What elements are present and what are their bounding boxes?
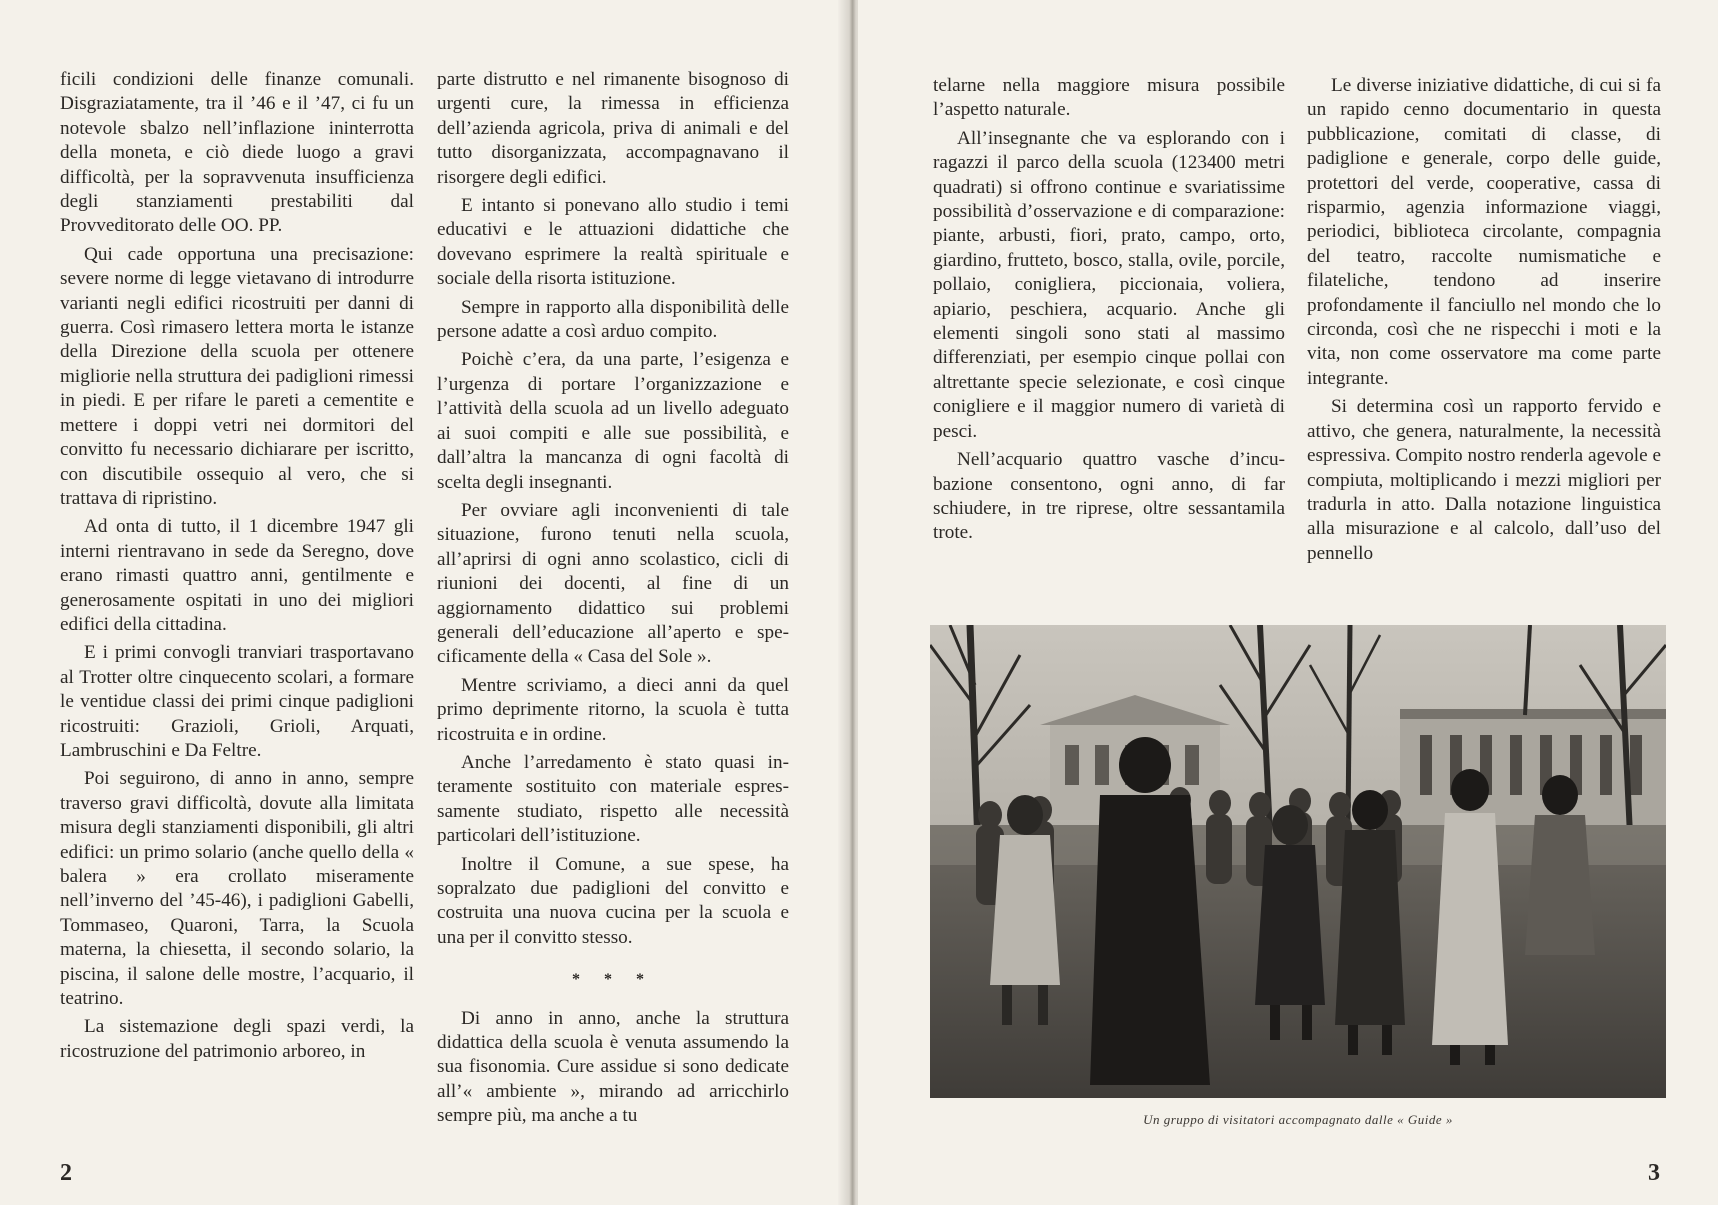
- paragraph: Nell’acquario quattro vasche d’incubazione consentono, ogni anno, di far schiudere, in tre riprese, oltre sessantamila trote.: [933, 449, 1285, 544]
- paragraph: La sistemazione degli spazi verdi, la ricostruzione del patrimonio arboreo, in: [60, 1016, 414, 1062]
- paragraph: Ad onta di tutto, il 1 dicembre 1947 gli interni rientravano in sede da Seregno, dove erano rimasti quattro anni, gentilmente e generosamente ospitati in uno dei migliori edifici della cittadina.: [60, 516, 414, 635]
- paragraph: telarne nella maggiore misura possibile l’aspetto naturale.: [933, 75, 1285, 121]
- left-page-column-2: [437, 68, 789, 1129]
- paragraph: E i primi convogli tranviari trasportavano al Trotter oltre cinquecento scolari, a formare le ventidue classi dei primi cinque padiglioni ricostruiti: Grazioli, Grioli, Arquati, Lambruschini e Da Feltre.: [60, 642, 414, 761]
- photo-illustration: [930, 625, 1666, 1098]
- paragraph: E intanto si ponevano allo studio i temi educativi e le attuazioni didattiche che dovevano esprimere la realtà spirituale e sociale della risorta istituzione.: [437, 195, 789, 290]
- paragraph: Mentre scriviamo, a dieci anni da quel primo deprimente ritorno, la scuola è tutta ricostruita e in ordine.: [437, 674, 789, 745]
- paragraph: Inoltre il Comune, a sue spese, ha sopralzato due padiglioni del convitto e costruita una nuova cucina per la scuola e una per il convitto stesso.: [437, 853, 789, 948]
- paragraph: All’insegnante che va esplorando con i ragazzi il parco della scuola (123400 metri quadrati) si offrono continue e svariatissime possibilità d’osservazione e di comparazione: piante, arbusti, fiori, prato, campo, orto, giardino, frutteto, bosco, stalla, ovile, porcile, pollaio, conigliera, piccionaia, voliera, apiario, peschiera, acquario. Anche gli elementi singoli sono stati al massimo differenziati, per esempio cinque pollai con altrettante specie selezionate, e così cinque conigliere e il maggior numero di varietà di pesci.: [933, 127, 1285, 442]
- right-page-column-2: [1307, 74, 1661, 566]
- left-page: [0, 0, 850, 1205]
- page-number-right: 3: [1648, 1160, 1660, 1186]
- paragraph: parte distrutto e nel rimanente bisognoso di urgenti cure, la rimessa in efficienza dell’azienda agricola, priva di animali e del tutto disorganizzata, accompagnavano il risorgere degli edifici.: [437, 69, 789, 188]
- paragraph: Poi seguirono, di anno in anno, sempre traverso gravi difficoltà, dovute alla limitata misura degli stanziamenti disponibili, gli altri edifici: un primo solario (anche quello della « balera » era crollato miseramente nell’inverno del ’45-46), i padiglioni Gabelli, Tommaseo, Quaroni, Tarra, la Scuola materna, la chiesetta, il secondo solario, la piscina, il salone delle mostre, l’acquario, il teatrino.: [60, 768, 414, 1010]
- visitors-photograph: [930, 625, 1666, 1098]
- paragraph: Si determina così un rapporto fervido e attivo, che genera, naturalmente, la necessità espressiva. Compito nostro renderla agevole e compiuta, moltiplicando i mezzi migliori per tradurla in atto. Dalla notazione linguistica alla misurazione e al calcolo, dall’uso del pennello: [1307, 396, 1661, 564]
- paragraph: Di anno in anno, anche la struttura didattica della scuola è venuta assumendo la sua fisonomia. Cure assidue si sono dedicate all’« ambiente », mirando ad arricchirlo sempre più, ma anche a tu: [437, 1007, 789, 1127]
- paragraph: Qui cade opportuna una precisazione: severe norme di legge vietavano di introdurre varianti negli edifici ricostruiti per danni di guerra. Così rimasero lettera morta le istanze della Direzione della scuola per ottenere migliorie nella struttura dei padiglioni rimessi in piedi. E per rifare le pareti a cementite e mettere i doppi vetri nei dormitori del convitto fu necessario dichiarare per iscritto, con discutibile ossequio al vero, che si trattava di ripristino.: [60, 243, 414, 509]
- photo-caption: Un gruppo di visitatori accompagnato dalle « Guide »: [1143, 1112, 1453, 1127]
- paragraph: Sempre in rapporto alla disponibilità delle persone adatte a così arduo compito.: [437, 296, 789, 343]
- paragraph: Anche l’arredamento è stato quasi interamente sostituito con materiale espressamente studiato, rispetto alle necessità particolari dell’istituzione.: [437, 751, 789, 847]
- paragraph: Per ovviare agli inconvenienti di tale situazione, furono tenuti nella scuola, all’aprirsi di ogni anno scolastico, cicli di riunioni dei docenti, al fine di un aggiornamento didattico sui problemi generali dell’educazione all’aperto e specificamente della « Casa del Sole ».: [437, 499, 789, 668]
- section-separator: * * *: [572, 971, 654, 989]
- paragraph: Le diverse iniziative didattiche, di cui si fa un rapido cenno documentario in questa pubblicazione, comitati di classe, di padiglione e generale, corpo delle guide, protettori del verde, cooperative, cassa di risparmio, agenzia informazione viaggi, periodici, biblioteca circolante, compagnia del teatro, raccolte numismatiche e filateliche, tendono ad inserire profondamente il fanciullo nel mondo che lo circonda, così che ne rispecchi i moti e la vita, non come osservatore ma come parte integrante.: [1307, 75, 1661, 389]
- right-page-column-1: [933, 74, 1285, 546]
- page-number-left: 2: [60, 1160, 72, 1186]
- paragraph: ficili condizioni delle finanze comunali. Disgraziatamente, tra il ’46 e il ’47, ci fu un notevole sbalzo nell’inflazione ininterrotta della moneta, e ciò diede luogo a gravi difficoltà, per la sopravvenuta insufficienza degli stanziamenti prestabiliti dal Provveditorato delle OO. PP.: [60, 69, 414, 237]
- paragraph: Poichè c’era, da una parte, l’esigenza e l’urgenza di portare l’organizzazione e l’attività della scuola ad un livello adeguato ai suoi compiti e alle sue possibilità, e dall’altra la mancanza di ogni facoltà di scelta degli insegnanti.: [437, 349, 789, 493]
- left-page-column-1: [60, 68, 414, 1064]
